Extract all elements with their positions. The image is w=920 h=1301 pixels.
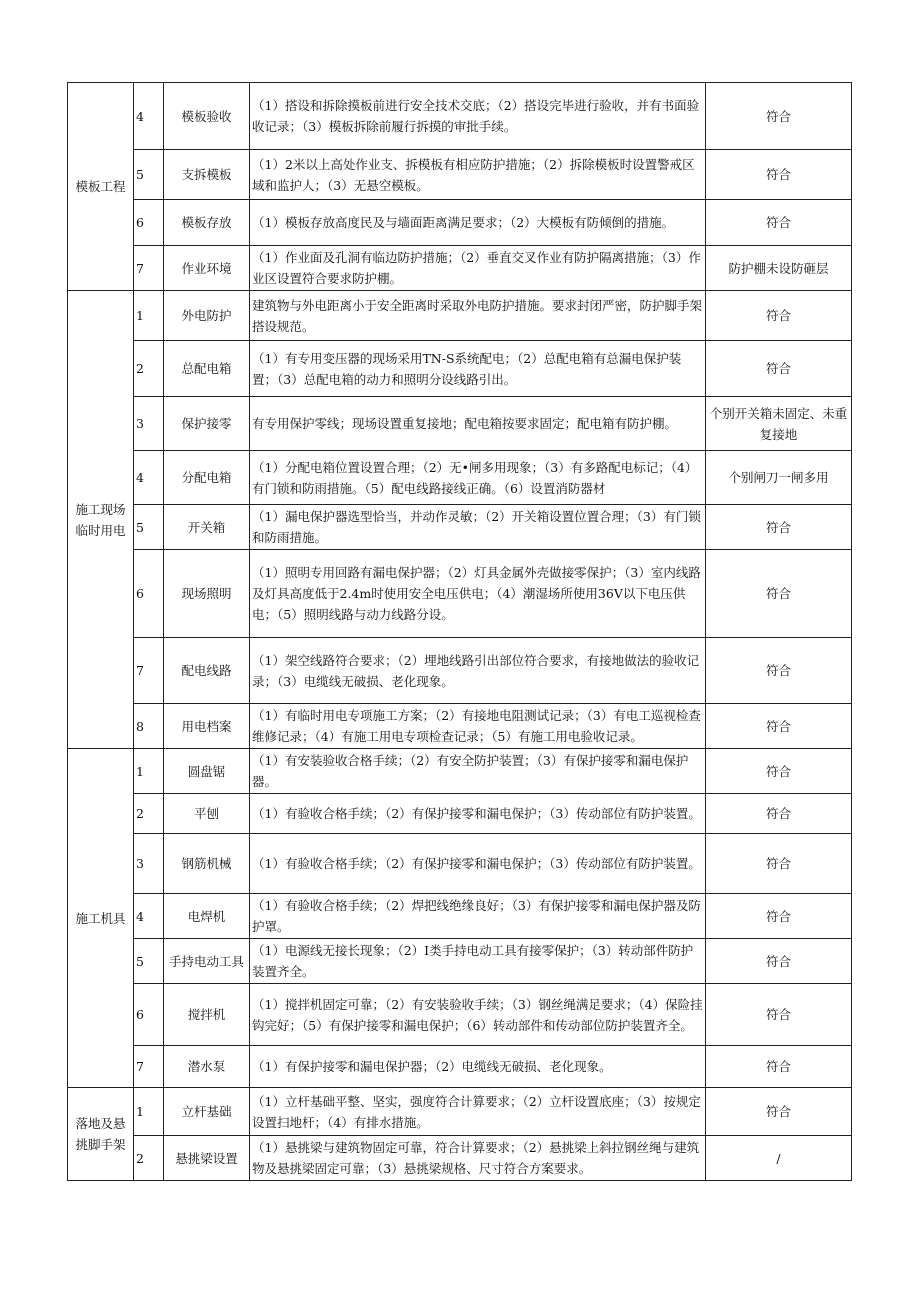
result-cell: 符合 <box>706 638 852 704</box>
item-number-cell: 2 <box>134 1136 164 1181</box>
category-cell: 落地及悬挑脚手架 <box>68 1088 134 1181</box>
item-number-cell: 6 <box>134 200 164 246</box>
item-name-cell: 模板存放 <box>164 200 250 246</box>
result-cell: 符合 <box>706 550 852 638</box>
requirement-cell: 建筑物与外电距离小于安全距离时采取外电防护措施。要求封闭严密，防护脚手架搭设规范。 <box>250 291 706 341</box>
result-cell: 符合 <box>706 1088 852 1136</box>
inspection-table <box>67 82 852 1181</box>
item-name-cell: 立杆基础 <box>164 1088 250 1136</box>
requirement-cell: （1）漏电保护器选型恰当，并动作灵敏；（2）开关箱设置位置合理；（3）有门锁和防雨措施。 <box>250 505 706 550</box>
table-row <box>68 984 852 1046</box>
item-name-cell: 开关箱 <box>164 505 250 550</box>
table-row <box>68 200 852 246</box>
requirement-cell: （1）搭设和拆除摸板前进行安全技术交底；（2）搭设完毕进行验收，并有书面验收记录；（3）模板拆除前履行拆摸的审批手续。 <box>250 83 706 150</box>
requirement-cell: （1）有验收合格手续；（2）焊把线绝缘良好；（3）有保护接零和漏电保护器及防护罩。 <box>250 894 706 939</box>
table-row <box>68 638 852 704</box>
item-name-cell: 电焊机 <box>164 894 250 939</box>
item-name-cell: 外电防护 <box>164 291 250 341</box>
result-cell: 符合 <box>706 704 852 749</box>
requirement-cell: 有专用保护零线；现场设置重复接地；配电箱按要求固定；配电箱有防护棚。 <box>250 397 706 451</box>
item-name-cell: 钢筋机械 <box>164 834 250 894</box>
requirement-cell: （1）悬挑梁与建筑物固定可靠，符合计算要求；（2）悬挑梁上斜拉钢丝绳与建筑物及悬挑梁固定可靠；（3）悬挑梁规格、尺寸符合方案要求。 <box>250 1136 706 1181</box>
item-number-cell: 6 <box>134 550 164 638</box>
item-name-cell: 保护接零 <box>164 397 250 451</box>
item-number-cell: 4 <box>134 83 164 150</box>
item-number-cell: 5 <box>134 150 164 200</box>
item-name-cell: 用电档案 <box>164 704 250 749</box>
item-name-cell: 配电线路 <box>164 638 250 704</box>
item-number-cell: 5 <box>134 939 164 984</box>
requirement-cell: （1）有保护接零和漏电保护器；（2）电缆线无破损、老化现象。 <box>250 1046 706 1088</box>
item-name-cell: 分配电箱 <box>164 451 250 505</box>
item-name-cell: 模板验收 <box>164 83 250 150</box>
table-row <box>68 1136 852 1181</box>
requirement-cell: （1）搅拌机固定可靠；（2）有安装验收手续；（3）钢丝绳满足要求；（4）保险挂钩完好；（5）有保护接零和漏电保护；（6）转动部件和传动部位防护装置齐全。 <box>250 984 706 1046</box>
category-cell: 施工机具 <box>68 749 134 1088</box>
table-row <box>68 834 852 894</box>
item-number-cell: 3 <box>134 397 164 451</box>
item-name-cell: 作业环境 <box>164 246 250 291</box>
item-number-cell: 1 <box>134 1088 164 1136</box>
result-cell: 符合 <box>706 749 852 794</box>
item-number-cell: 6 <box>134 984 164 1046</box>
item-number-cell: 8 <box>134 704 164 749</box>
item-number-cell: 7 <box>134 1046 164 1088</box>
item-name-cell: 平刨 <box>164 794 250 834</box>
item-number-cell: 1 <box>134 291 164 341</box>
result-cell: / <box>706 1136 852 1181</box>
item-name-cell: 总配电箱 <box>164 341 250 397</box>
item-name-cell: 现场照明 <box>164 550 250 638</box>
result-cell: 符合 <box>706 150 852 200</box>
table-row <box>68 1046 852 1088</box>
requirement-cell: （1）分配电箱位置设置合理；（2）无•闸多用现象；（3）有多路配电标记；（4）有门锁和防雨措施。（5）配电线路接线正确。（6）设置消防器材 <box>250 451 706 505</box>
item-name-cell: 悬挑梁设置 <box>164 1136 250 1181</box>
requirement-cell: （1）架空线路符合要求；（2）埋地线路引出部位符合要求，有接地做法的验收记录；（3）电缆线无破损、老化现象。 <box>250 638 706 704</box>
item-name-cell: 支拆模板 <box>164 150 250 200</box>
result-cell: 符合 <box>706 984 852 1046</box>
inspection-table-body <box>68 83 852 1181</box>
item-number-cell: 7 <box>134 246 164 291</box>
item-number-cell: 4 <box>134 894 164 939</box>
requirement-cell: （1）立杆基础平整、坚实，强度符合计算要求；（2）立杆设置底座；（3）按规定设置扫地杆；（4）有排水措施。 <box>250 1088 706 1136</box>
requirement-cell: （1）有专用变压器的现场采用TN-S系统配电；（2）总配电箱有总漏电保护装置；（3）总配电箱的动力和照明分设线路引出。 <box>250 341 706 397</box>
item-number-cell: 3 <box>134 834 164 894</box>
table-row <box>68 397 852 451</box>
table-row <box>68 341 852 397</box>
category-cell: 施工现场临时用电 <box>68 291 134 749</box>
requirement-cell: （1）有验收合格手续；（2）有保护接零和漏电保护；（3）传动部位有防护装置。 <box>250 834 706 894</box>
item-number-cell: 1 <box>134 749 164 794</box>
requirement-cell: （1）有验收合格手续；（2）有保护接零和漏电保护；（3）传动部位有防护装置。 <box>250 794 706 834</box>
result-cell: 符合 <box>706 939 852 984</box>
table-row <box>68 794 852 834</box>
item-name-cell: 搅拌机 <box>164 984 250 1046</box>
table-row <box>68 246 852 291</box>
result-cell: 符合 <box>706 505 852 550</box>
item-number-cell: 4 <box>134 451 164 505</box>
requirement-cell: （1）电源线无接长现象；（2）I类手持电动工具有接零保护；（3）转动部件防护装置齐全。 <box>250 939 706 984</box>
table-row <box>68 451 852 505</box>
table-row <box>68 505 852 550</box>
item-number-cell: 5 <box>134 505 164 550</box>
result-cell: 符合 <box>706 894 852 939</box>
result-cell: 个别闸刀一闸多用 <box>706 451 852 505</box>
requirement-cell: （1）模板存放高度民及与墙面距离满足要求；（2）大模板有防倾倒的措施。 <box>250 200 706 246</box>
item-number-cell: 2 <box>134 341 164 397</box>
result-cell: 符合 <box>706 341 852 397</box>
item-number-cell: 7 <box>134 638 164 704</box>
table-row <box>68 1088 852 1136</box>
item-name-cell: 手持电动工具 <box>164 939 250 984</box>
result-cell: 符合 <box>706 794 852 834</box>
result-cell: 符合 <box>706 200 852 246</box>
table-row <box>68 150 852 200</box>
table-row <box>68 749 852 794</box>
table-row <box>68 291 852 341</box>
result-cell: 符合 <box>706 83 852 150</box>
item-name-cell: 圆盘锯 <box>164 749 250 794</box>
result-cell: 符合 <box>706 291 852 341</box>
result-cell: 防护棚未设防砸层 <box>706 246 852 291</box>
requirement-cell: （1）照明专用回路有漏电保护器；（2）灯具金属外壳做接零保护；（3）室内线路及灯具高度低于2.4m时使用安全电压供电；（4）潮湿场所使用36V以下电压供电；（5）照明线路与动力线路分设。 <box>250 550 706 638</box>
requirement-cell: （1）2米以上高处作业支、拆模板有相应防护措施；（2）拆除模板时设置警戒区域和监护人；（3）无悬空模板。 <box>250 150 706 200</box>
requirement-cell: （1）作业面及孔洞有临边防护措施；（2）垂直交叉作业有防护隔离措施；（3）作业区设置符合要求防护棚。 <box>250 246 706 291</box>
requirement-cell: （1）有临时用电专项施工方案；（2）有接地电阻测试记录；（3）有电工巡视检查维修记录；（4）有施工用电专项检查记录；（5）有施工用电验收记录。 <box>250 704 706 749</box>
requirement-cell: （1）有安装验收合格手续；（2）有安全防护装置；（3）有保护接零和漏电保护器。 <box>250 749 706 794</box>
table-row <box>68 939 852 984</box>
result-cell: 个别开关箱未固定、未重复接地 <box>706 397 852 451</box>
table-row <box>68 550 852 638</box>
table-row <box>68 704 852 749</box>
result-cell: 符合 <box>706 1046 852 1088</box>
result-cell: 符合 <box>706 834 852 894</box>
item-number-cell: 2 <box>134 794 164 834</box>
table-row <box>68 83 852 150</box>
category-cell: 模板工程 <box>68 83 134 291</box>
item-name-cell: 潜水泵 <box>164 1046 250 1088</box>
table-row <box>68 894 852 939</box>
